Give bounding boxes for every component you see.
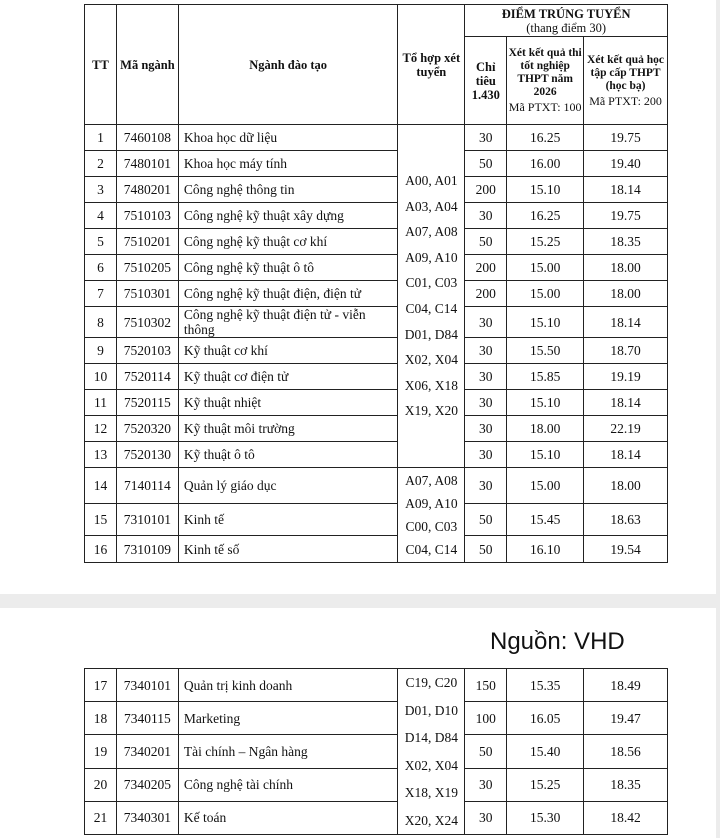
row-quota: 200 xyxy=(465,177,507,203)
combo-code: A09, A10 xyxy=(405,496,458,511)
row-quota: 30 xyxy=(465,442,507,468)
row-hocba-score: 18.14 xyxy=(584,390,668,416)
row-quota: 30 xyxy=(465,416,507,442)
row-hocba-score: 18.14 xyxy=(584,442,668,468)
combo-code: A09, A10 xyxy=(405,249,458,265)
table-row xyxy=(85,536,668,563)
combo-code: A07, A08 xyxy=(405,473,458,488)
table-row xyxy=(85,364,668,390)
col-header-program: Ngành đào tạo xyxy=(178,5,397,125)
row-hocba-score: 18.49 xyxy=(584,669,668,702)
combo-code: X02, X04 xyxy=(404,757,458,773)
row-hocba-score: 18.63 xyxy=(584,504,668,536)
row-thpt-score: 15.45 xyxy=(507,504,584,536)
row-program-name: Công nghệ kỹ thuật điện, điện tử xyxy=(178,281,397,307)
admission-score-table-continued xyxy=(84,668,668,835)
row-thpt-score: 16.10 xyxy=(507,536,584,563)
row-code: 7460108 xyxy=(116,125,178,151)
thpt-label: Xét kết quả thi tốt nghiệp THPT năm 2026 xyxy=(508,47,582,98)
row-hocba-score: 19.54 xyxy=(584,536,668,563)
row-code: 7520115 xyxy=(116,390,178,416)
row-code: 7510205 xyxy=(116,255,178,281)
row-hocba-score: 18.35 xyxy=(584,768,668,801)
row-quota: 30 xyxy=(465,468,507,504)
row-program-name: Marketing xyxy=(178,702,398,735)
row-program-name: Kỹ thuật nhiệt xyxy=(178,390,397,416)
row-program-name: Kỹ thuật ô tô xyxy=(178,442,397,468)
row-quota: 30 xyxy=(465,801,507,834)
row-program-name: Khoa học máy tính xyxy=(178,151,397,177)
table-row xyxy=(85,468,668,504)
row-hocba-score: 18.35 xyxy=(584,229,668,255)
document-page-2 xyxy=(0,608,716,838)
table-row xyxy=(85,177,668,203)
admission-score-table xyxy=(84,4,668,563)
row-hocba-score: 19.40 xyxy=(584,151,668,177)
table-row xyxy=(85,801,668,834)
row-code: 7480101 xyxy=(116,151,178,177)
source-caption: Nguồn: VHD xyxy=(490,628,625,655)
table-row xyxy=(85,255,668,281)
row-tt: 9 xyxy=(85,338,117,364)
row-thpt-score: 15.10 xyxy=(507,390,584,416)
combo-code: A07, A08 xyxy=(405,224,458,240)
row-program-name: Kinh tế xyxy=(178,504,397,536)
row-code: 7310101 xyxy=(116,504,178,536)
row-tt: 5 xyxy=(85,229,117,255)
row-program-name: Kinh tế số xyxy=(178,536,397,563)
row-tt: 6 xyxy=(85,255,117,281)
col-header-quota xyxy=(465,37,507,125)
row-thpt-score: 16.25 xyxy=(507,203,584,229)
row-thpt-score: 15.30 xyxy=(507,801,584,834)
row-program-name: Công nghệ thông tin xyxy=(178,177,397,203)
row-thpt-score: 15.35 xyxy=(507,669,584,702)
row-code: 7520103 xyxy=(116,338,178,364)
row-tt: 20 xyxy=(85,768,117,801)
row-tt: 17 xyxy=(85,669,117,702)
table-row xyxy=(85,442,668,468)
row-program-name: Kỹ thuật cơ điện tử xyxy=(178,364,397,390)
thpt-code: Mã PTXT: 100 xyxy=(508,100,582,114)
combo-code: C04, C14 xyxy=(405,301,458,316)
quota-line-1: Chỉ xyxy=(476,59,496,74)
col-header-code: Mã ngành xyxy=(116,5,178,125)
combo-code: D14, D84 xyxy=(404,730,458,745)
row-tt: 8 xyxy=(85,307,117,338)
combo-code: C04, C14 xyxy=(405,542,458,557)
row-tt: 11 xyxy=(85,390,117,416)
row-tt: 14 xyxy=(85,468,117,504)
col-header-thpt xyxy=(507,37,584,125)
row-quota: 50 xyxy=(465,536,507,563)
row-code: 7140114 xyxy=(116,468,178,504)
table-row xyxy=(85,669,668,702)
row-quota: 30 xyxy=(465,307,507,338)
row-hocba-score: 19.47 xyxy=(584,702,668,735)
row-program-name: Công nghệ tài chính xyxy=(178,768,398,801)
quota-line-2: tiêu xyxy=(475,73,496,88)
row-quota: 30 xyxy=(465,364,507,390)
row-hocba-score: 18.14 xyxy=(584,307,668,338)
row-program-name: Kế toán xyxy=(178,801,398,834)
row-hocba-score: 18.56 xyxy=(584,735,668,768)
row-tt: 7 xyxy=(85,281,117,307)
row-program-name: Công nghệ kỹ thuật điện tử - viễn thông xyxy=(178,307,397,338)
row-tt: 21 xyxy=(85,801,117,834)
row-tt: 19 xyxy=(85,735,117,768)
row-thpt-score: 15.10 xyxy=(507,442,584,468)
score-group-header xyxy=(465,5,668,37)
combo-code: A00, A01 xyxy=(405,173,458,189)
row-code: 7520114 xyxy=(116,364,178,390)
row-code: 7340115 xyxy=(116,702,178,735)
row-tt: 10 xyxy=(85,364,117,390)
combo-code: D01, D84 xyxy=(404,326,458,342)
row-quota: 50 xyxy=(465,229,507,255)
combo-code: X02, X04 xyxy=(404,352,458,368)
row-quota: 30 xyxy=(465,125,507,151)
combo-group-economics xyxy=(398,468,465,563)
table-row xyxy=(85,768,668,801)
row-hocba-score: 18.42 xyxy=(584,801,668,834)
row-thpt-score: 15.00 xyxy=(507,468,584,504)
row-thpt-score: 15.25 xyxy=(507,768,584,801)
row-thpt-score: 15.10 xyxy=(507,177,584,203)
combo-group-engineering xyxy=(398,125,465,468)
row-thpt-score: 15.40 xyxy=(507,735,584,768)
combo-code: C19, C20 xyxy=(405,675,458,690)
col-header-tt: TT xyxy=(85,5,117,125)
row-hocba-score: 18.14 xyxy=(584,177,668,203)
row-thpt-score: 15.00 xyxy=(507,281,584,307)
row-program-name: Khoa học dữ liệu xyxy=(178,125,397,151)
row-hocba-score: 18.00 xyxy=(584,468,668,504)
table-row xyxy=(85,702,668,735)
row-quota: 200 xyxy=(465,255,507,281)
row-quota: 30 xyxy=(465,338,507,364)
row-program-name: Công nghệ kỹ thuật cơ khí xyxy=(178,229,397,255)
row-hocba-score: 18.00 xyxy=(584,281,668,307)
row-code: 7510103 xyxy=(116,203,178,229)
row-code: 7310109 xyxy=(116,536,178,563)
row-program-name: Công nghệ kỹ thuật ô tô xyxy=(178,255,397,281)
row-code: 7340101 xyxy=(116,669,178,702)
row-program-name: Quản lý giáo dục xyxy=(178,468,397,504)
row-quota: 200 xyxy=(465,281,507,307)
row-hocba-score: 22.19 xyxy=(584,416,668,442)
col-header-hocba xyxy=(584,37,668,125)
row-code: 7520320 xyxy=(116,416,178,442)
row-hocba-score: 18.70 xyxy=(584,338,668,364)
score-scale: (thang điểm 30) xyxy=(526,20,607,35)
row-code: 7340205 xyxy=(116,768,178,801)
table-row xyxy=(85,281,668,307)
row-thpt-score: 16.00 xyxy=(507,151,584,177)
combo-code: X18, X19 xyxy=(404,785,458,800)
row-hocba-score: 19.19 xyxy=(584,364,668,390)
combo-code: X06, X18 xyxy=(404,377,458,393)
table-row xyxy=(85,151,668,177)
combo-group-business xyxy=(398,669,465,835)
hocba-code: Mã PTXT: 200 xyxy=(589,93,662,108)
row-tt: 16 xyxy=(85,536,117,563)
row-program-name: Công nghệ kỹ thuật xây dựng xyxy=(178,203,397,229)
row-tt: 2 xyxy=(85,151,117,177)
row-tt: 15 xyxy=(85,504,117,536)
row-thpt-score: 18.00 xyxy=(507,416,584,442)
row-program-name: Tài chính – Ngân hàng xyxy=(178,735,398,768)
row-code: 7480201 xyxy=(116,177,178,203)
row-tt: 12 xyxy=(85,416,117,442)
combo-code: X19, X20 xyxy=(404,403,458,419)
row-hocba-score: 19.75 xyxy=(584,203,668,229)
table-row xyxy=(85,307,668,338)
row-quota: 30 xyxy=(465,203,507,229)
row-thpt-score: 15.00 xyxy=(507,255,584,281)
quota-line-3: 1.430 xyxy=(471,87,500,102)
row-code: 7340301 xyxy=(116,801,178,834)
score-title: ĐIỂM TRÚNG TUYỂN xyxy=(501,6,631,21)
row-quota: 50 xyxy=(465,151,507,177)
row-hocba-score: 18.00 xyxy=(584,255,668,281)
row-code: 7340201 xyxy=(116,735,178,768)
row-tt: 18 xyxy=(85,702,117,735)
row-quota: 50 xyxy=(465,504,507,536)
combo-code: X20, X24 xyxy=(404,812,458,828)
row-program-name: Quản trị kinh doanh xyxy=(178,669,398,702)
combo-code: C01, C03 xyxy=(405,275,458,291)
table-row xyxy=(85,229,668,255)
row-code: 7520130 xyxy=(116,442,178,468)
row-hocba-score: 19.75 xyxy=(584,125,668,151)
combo-code: A03, A04 xyxy=(405,198,458,214)
row-quota: 50 xyxy=(465,735,507,768)
table-row xyxy=(85,203,668,229)
row-tt: 4 xyxy=(85,203,117,229)
col-header-combo: Tổ hợp xét tuyển xyxy=(398,5,465,125)
row-code: 7510201 xyxy=(116,229,178,255)
row-quota: 30 xyxy=(465,768,507,801)
table-row xyxy=(85,735,668,768)
row-code: 7510302 xyxy=(116,307,178,338)
row-thpt-score: 16.25 xyxy=(507,125,584,151)
row-thpt-score: 15.10 xyxy=(507,307,584,338)
table-row xyxy=(85,125,668,151)
row-quota: 150 xyxy=(465,669,507,702)
table-row xyxy=(85,504,668,536)
table-row xyxy=(85,338,668,364)
row-program-name: Kỹ thuật môi trường xyxy=(178,416,397,442)
row-tt: 13 xyxy=(85,442,117,468)
table-row xyxy=(85,390,668,416)
row-tt: 1 xyxy=(85,125,117,151)
row-tt: 3 xyxy=(85,177,117,203)
row-quota: 30 xyxy=(465,390,507,416)
row-quota: 100 xyxy=(465,702,507,735)
hocba-label: Xét kết quả học tập cấp THPT (học bạ) xyxy=(587,53,665,92)
row-program-name: Kỹ thuật cơ khí xyxy=(178,338,397,364)
combo-code: D01, D10 xyxy=(404,702,458,718)
row-thpt-score: 15.50 xyxy=(507,338,584,364)
row-code: 7510301 xyxy=(116,281,178,307)
row-thpt-score: 15.25 xyxy=(507,229,584,255)
combo-code: C00, C03 xyxy=(405,519,458,534)
row-thpt-score: 16.05 xyxy=(507,702,584,735)
table-row xyxy=(85,416,668,442)
row-thpt-score: 15.85 xyxy=(507,364,584,390)
